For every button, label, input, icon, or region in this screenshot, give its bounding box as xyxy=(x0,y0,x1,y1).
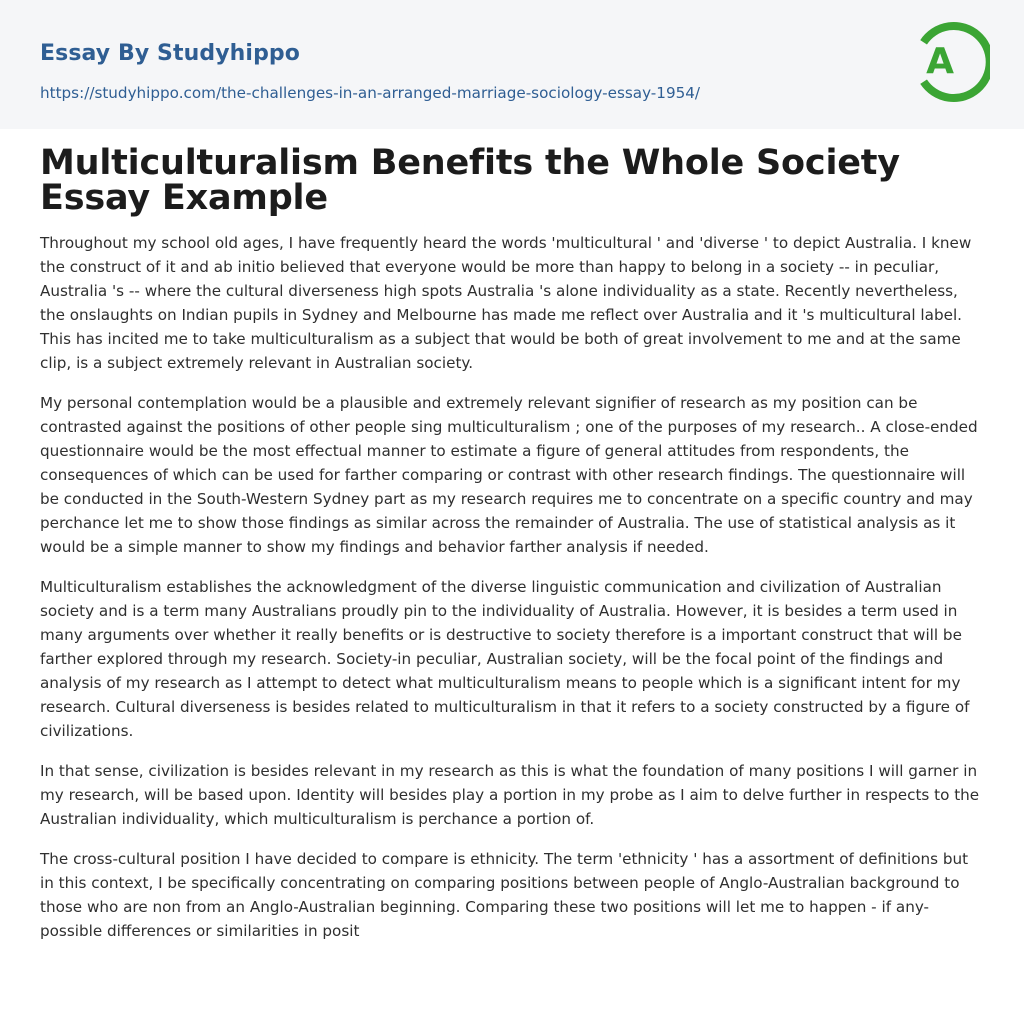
essay-body xyxy=(40,231,986,943)
essay-content xyxy=(40,143,986,959)
essay-paragraph: Multiculturalism establishes the acknowledgment of the diverse linguistic communication and civilization of Australian society and is a term many Australians proudly pin to the individuality of Australia. However, it is besides a term used in many arguments over whether it really benefits or is destructive to society therefore is a important construct that will be farther explored through my research. Society-in peculiar, Australian society, will be the focal point of the findings and analysis of my research as I attempt to detect what multiculturalism means to people which is a significant intent for my research. Cultural diverseness is besides related to multiculturalism in that it refers to a society constructed by a figure of civilizations. xyxy=(40,578,970,740)
site-name[interactable]: Essay By Studyhippo xyxy=(40,41,300,66)
essay-paragraph: My personal contemplation would be a plausible and extremely relevant signifier of research as my position can be contrasted against the positions of other people sing multiculturalism ; one of the purposes of my research.. A close-ended questionnaire would be the most effectual manner to estimate a figure of general attitudes from respondents, the consequences of which can be used for farther comparing or contrast with other research findings. The questionnaire will be conducted in the South-Western Sydney part as my research requires me to concentrate on a specific country and may perchance let me to show those findings as similar across the remainder of Australia. The use of statistical analysis as it would be a simple manner to show my findings and behavior farther analysis if needed. xyxy=(40,394,978,556)
essay-paragraph: The cross-cultural position I have decided to compare is ethnicity. The term 'ethnicity ' has a assortment of definitions but in this context, I be specifically concentrating on comparing positions between people of Anglo-Australian background to those who are non from an Anglo-Australian beginning. Comparing these two positions will let me to happen - if any-possible differences or similarities in posit xyxy=(40,850,969,940)
site-header xyxy=(0,0,1024,129)
essay-paragraph: In that sense, civilization is besides relevant in my research as this is what the foundation of many positions I will garner in my research, will be based upon. Identity will besides play a portion in my probe as I aim to delve further in respects to the Australian individuality, which multiculturalism is perchance a portion of. xyxy=(40,762,980,828)
logo-letter: A xyxy=(926,41,954,82)
site-logo[interactable] xyxy=(910,18,990,106)
page-title: Multiculturalism Benefits the Whole Society Essay Example xyxy=(40,143,900,218)
essay-paragraph: Throughout my school old ages, I have frequently heard the words 'multicultural ' and 'diverse ' to depict Australia. I knew the construct of it and ab initio believed that everyone would be more than happy to belong in a society -- in peculiar, Australia 's -- where the cultural diverseness high spots Australia 's alone individuality as a state. Recently nevertheless, the onslaughts on Indian pupils in Sydney and Melbourne has made me reflect over Australia and it 's multicultural label. This has incited me to take multiculturalism as a subject that would be both of great involvement to me and at the same clip, is a subject extremely relevant in Australian society. xyxy=(40,234,972,372)
source-url-link[interactable]: https://studyhippo.com/the-challenges-in-an-arranged-marriage-sociology-essay-1954/ xyxy=(40,84,701,102)
